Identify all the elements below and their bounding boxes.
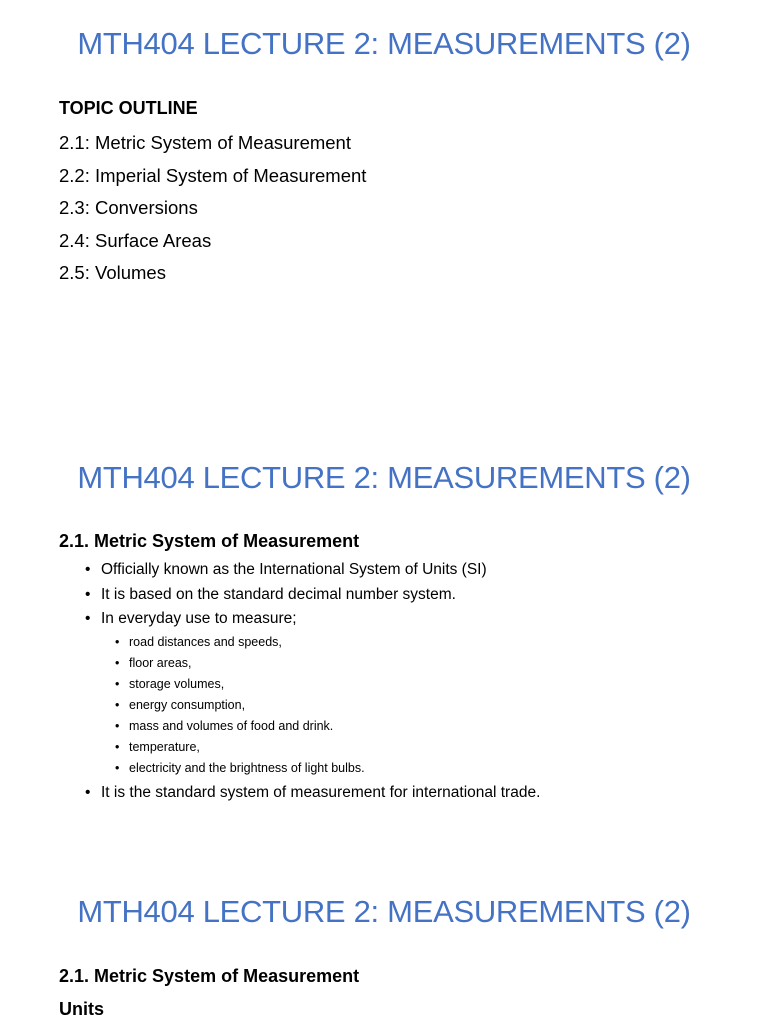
section-heading: 2.1. Metric System of Measurement bbox=[59, 531, 360, 551]
sub-bullet-item bbox=[115, 716, 748, 737]
outline-item: 2.3: Conversions bbox=[59, 197, 198, 218]
bullet-item bbox=[85, 781, 748, 806]
outline-item: 2.5: Volumes bbox=[59, 262, 166, 283]
sub-bullet-text: mass and volumes of food and drink. bbox=[129, 718, 334, 733]
bullet-icon: • bbox=[85, 610, 91, 627]
slide-title: MTH404 LECTURE 2: MEASUREMENTS (2) bbox=[77, 26, 691, 61]
slide-1 bbox=[0, 0, 768, 434]
bullet-icon: • bbox=[115, 676, 120, 691]
section-heading: 2.1. Metric System of Measurement bbox=[59, 966, 360, 986]
bullet-icon: • bbox=[115, 739, 120, 754]
sub-bullet-text: electricity and the brightness of light bulbs. bbox=[129, 760, 365, 775]
sub-bullet-item bbox=[115, 674, 748, 695]
slide-content bbox=[59, 96, 748, 290]
sub-bullet-item bbox=[115, 737, 748, 758]
sub-bullet-text: floor areas, bbox=[129, 655, 192, 670]
bullet-text: It is based on the standard decimal number system. bbox=[101, 585, 456, 603]
slide-3 bbox=[0, 868, 768, 1024]
sub-bullet-item bbox=[115, 695, 748, 716]
bullet-item bbox=[85, 558, 748, 583]
slide-title: MTH404 LECTURE 2: MEASUREMENTS (2) bbox=[77, 894, 691, 929]
slide-2 bbox=[0, 434, 768, 868]
bullet-item bbox=[85, 583, 748, 608]
sub-bullet-item bbox=[115, 758, 748, 779]
bullet-text: In everyday use to measure; bbox=[101, 610, 297, 627]
sub-bullet-item bbox=[115, 653, 748, 674]
outline-item: 2.4: Surface Areas bbox=[59, 229, 212, 251]
bullet-item bbox=[85, 607, 748, 781]
slide-content bbox=[59, 530, 748, 805]
sub-bullet-text: energy consumption, bbox=[129, 697, 246, 712]
bullet-icon: • bbox=[115, 634, 120, 649]
bullet-icon: • bbox=[115, 697, 120, 712]
bullet-text: Officially known as the International System of Units (SI) bbox=[101, 561, 487, 578]
sub-bullet-text: storage volumes, bbox=[129, 676, 225, 691]
outline-heading: TOPIC OUTLINE bbox=[59, 98, 198, 118]
bullet-icon: • bbox=[85, 783, 91, 801]
sub-bullet-list bbox=[101, 632, 748, 781]
sub-bullet-item bbox=[115, 632, 748, 653]
slide-content bbox=[59, 960, 748, 1024]
slide-title: MTH404 LECTURE 2: MEASUREMENTS (2) bbox=[77, 460, 691, 495]
outline-item: 2.1: Metric System of Measurement bbox=[59, 132, 351, 153]
bullet-list bbox=[59, 558, 748, 805]
sub-bullet-text: road distances and speeds, bbox=[129, 634, 282, 649]
bullet-icon: • bbox=[85, 561, 91, 578]
sub-bullet-text: temperature, bbox=[129, 739, 200, 754]
bullet-icon: • bbox=[115, 655, 120, 670]
outline-item: 2.2: Imperial System of Measurement bbox=[59, 164, 367, 186]
section-subheading: Units bbox=[59, 999, 104, 1019]
bullet-icon: • bbox=[85, 585, 91, 603]
bullet-icon: • bbox=[115, 718, 120, 733]
bullet-text: It is the standard system of measurement for international trade. bbox=[101, 783, 541, 801]
bullet-icon: • bbox=[115, 760, 120, 775]
